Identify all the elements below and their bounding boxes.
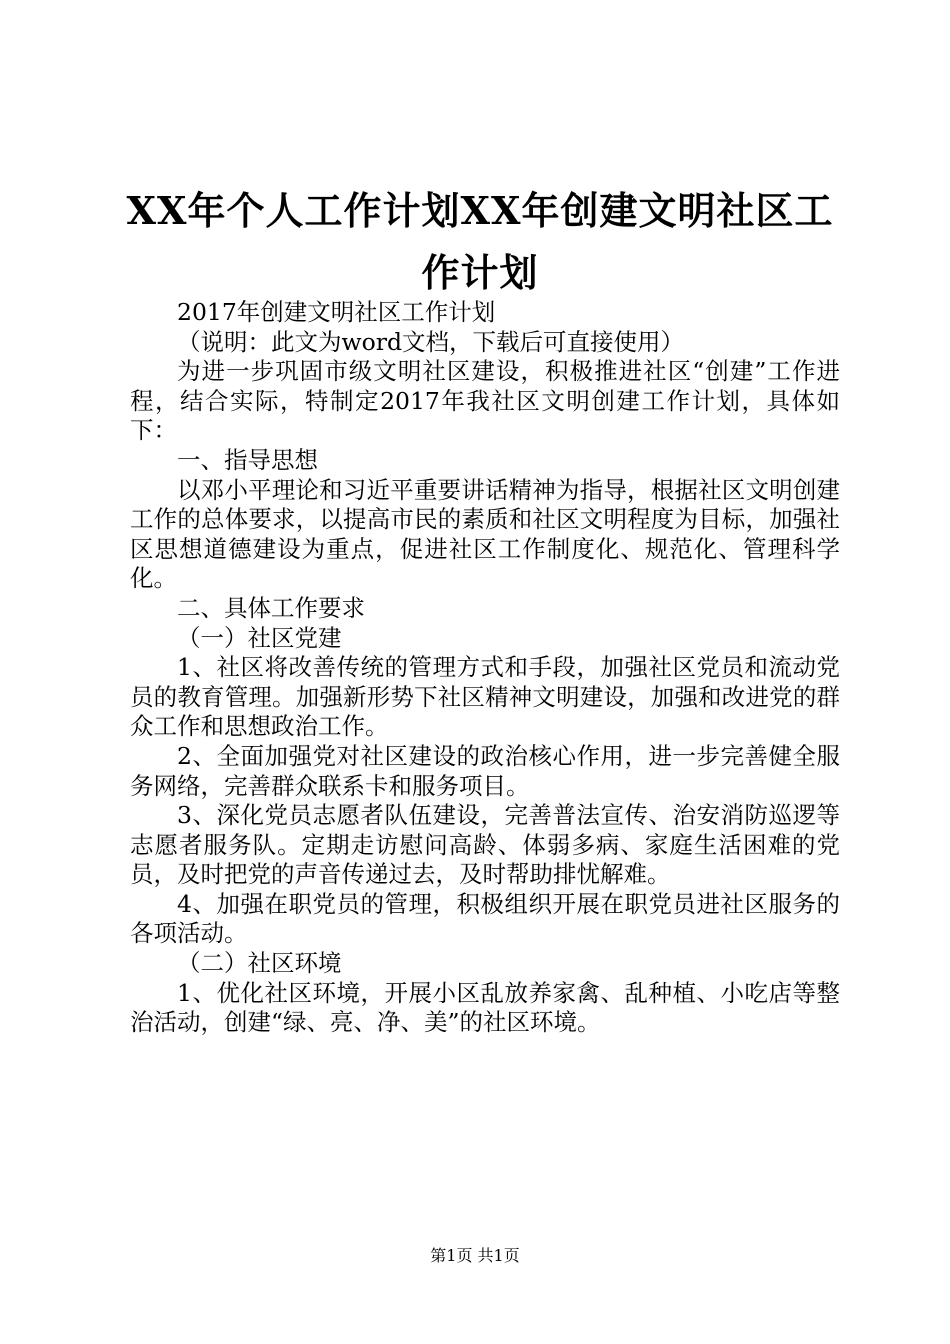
document-body xyxy=(130,298,840,1038)
section-heading-requirements: 二、具体工作要求 xyxy=(177,593,365,622)
paragraph-plan-title: 2017年创建文明社区工作计划 xyxy=(177,298,496,326)
section-heading-guiding-thought: 一、指导思想 xyxy=(177,445,318,474)
subsection-heading-party-building: （一）社区党建 xyxy=(177,623,342,652)
paragraph-party-item-1: 1、社区将改善传统的管理方式和手段，加强社区党员和流动党员的教育管理。加强新形势下社区精神文明建设，加强和改进党的群众工作和思想政治工作。 xyxy=(130,653,840,741)
subsection-heading-environment: （二）社区环境 xyxy=(177,949,342,978)
paragraph-party-item-4: 4、加强在职党员的管理，积极组织开展在职党员进社区服务的各项活动。 xyxy=(130,889,840,948)
document-title: XX年个人工作计划XX年创建文明社区工作计划 xyxy=(126,188,834,295)
paragraph-party-item-2: 2、全面加强党对社区建设的政治核心作用，进一步完善健全服务网络，完善群众联系卡和服务项目。 xyxy=(130,741,840,800)
paragraph-party-item-3: 3、深化党员志愿者队伍建设，完善普法宣传、治安消防巡逻等志愿者服务队。定期走访慰问高龄、体弱多病、家庭生活困难的党员，及时把党的声音传递过去，及时帮助排忧解难。 xyxy=(130,801,840,889)
paragraph-environment-item-1: 1、优化社区环境，开展小区乱放养家禽、乱种植、小吃店等整治活动，创建“绿、亮、净、美”的社区环境。 xyxy=(130,978,840,1037)
paragraph-note: （说明：此文为word文档，下载后可直接使用） xyxy=(177,327,685,356)
page-number-footer: 第1页 共1页 xyxy=(430,1246,520,1265)
paragraph-guiding-thought: 以邓小平理论和习近平重要讲话精神为指导，根据社区文明创建工作的总体要求，以提高市民的素质和社区文明程度为目标，加强社区思想道德建设为重点，促进社区工作制度化、规范化、管理科学化。 xyxy=(130,475,840,593)
paragraph-intro: 为进一步巩固市级文明社区建设，积极推进社区“创建”工作进程，结合实际，特制定2017年我社区文明创建工作计划，具体如下： xyxy=(130,357,840,445)
